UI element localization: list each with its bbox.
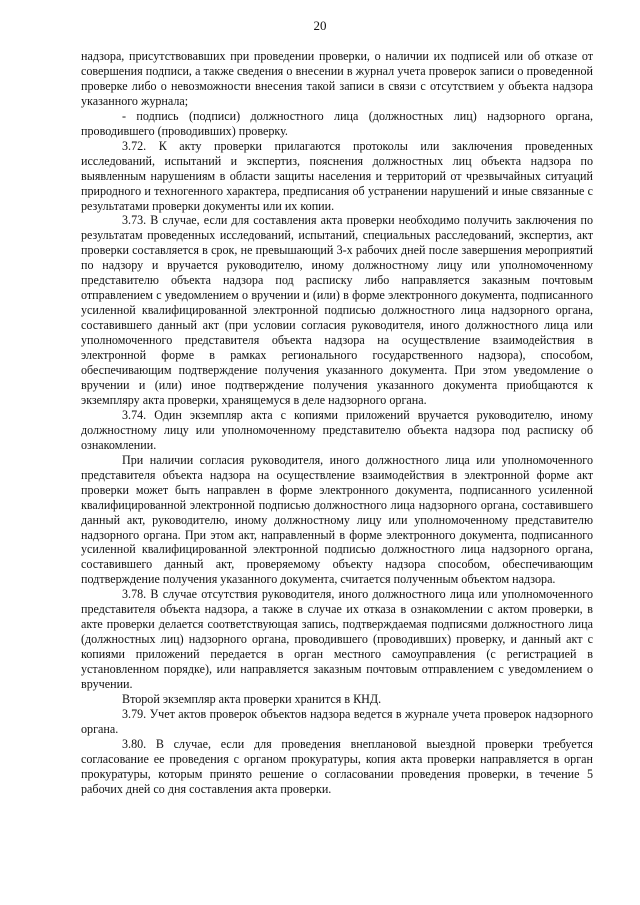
page-number: 20 (313, 18, 327, 33)
paragraph-continuation: надзора, присутствовавших при проведении проверки, о наличии их подписей или об отказе от совершения подписи, а также сведения о внесении в журнал учета проверок записи о проведенной проверке либо о невозможности внесения такой записи в связи с отсутствием у объекта надзора указанного журнала; (81, 49, 593, 108)
paragraph-3-72: 3.72. К акту проверки прилагаются протоколы или заключения проведенных исследований, испытаний и экспертиз, пояснения должностных лиц объекта надзора по выявленным нарушениям в области защиты населения и территорий от чрезвычайных ситуаций природного и техногенного характера, предписания об устранении нарушений и иные связанные с результатами проверки документы или их копии. (81, 138, 593, 213)
paragraph-second-copy: Второй экземпляр акта проверки хранится в КНД. (122, 691, 382, 706)
document-body (81, 49, 593, 797)
paragraph-3-79: 3.79. Учет актов проверок объектов надзора ведется в журнале учета проверок надзорного органа. (81, 706, 593, 736)
paragraph-3-80: 3.80. В случае, если для проведения внеплановой выездной проверки требуется согласование ее проведения с органом прокуратуры, копия акта проверки направляется в орган прокуратуры, которым принято решение о согласовании проведения проверки, в течение 5 рабочих дней со дня составления акта проверки. (81, 736, 593, 796)
paragraph-signature-item: - подпись (подписи) должностного лица (должностных лиц) надзорного органа, проводившего (проводивших) проверку. (81, 108, 593, 138)
paragraph-3-74: 3.74. Один экземпляр акта с копиями приложений вручается руководителю, иному должностному лицу или уполномоченному представителю объекта надзора под расписку об ознакомлении. (81, 407, 593, 452)
paragraph-3-73: 3.73. В случае, если для составления акта проверки необходимо получить заключения по результатам проведенных исследований, испытаний, специальных расследований, экспертиз, акт проверки составляется в срок, не превышающий 3-х рабочих дней после завершения мероприятий по надзору и вручается руководителю, иному должностному лицу или уполномоченному представителю объекта надзора под расписку либо направляется заказным почтовым отправлением с уведомлением о вручении и (или) в форме электронного документа, подписанного усиленной квалифицированной электронной подписью должностного лица надзорного органа, составившего данный акт (при условии согласия руководителя, иного должностного лица или уполномоченного представителя объекта надзора на осуществление взаимодействия в электронной форме в рамках регионального государственного надзора), способом, обеспечивающим подтверждение получения указанного документа. При этом уведомление о вручении и (или) иное подтверждение получения указанного документа приобщаются к экземпляру акта проверки, хранящемуся в деле надзорного органа. (81, 213, 593, 407)
paragraph-electronic-consent: При наличии согласия руководителя, иного должностного лица или уполномоченного представителя объекта надзора на осуществление взаимодействия в электронной форме акт проверки может быть направлен в форме электронного документа, подписанного усиленной квалифицированной электронной подписью должностного лица надзорного органа, составившего данный акт, руководителю, иному должностному лицу или уполномоченному представителю надзорного органа. При этом акт, направленный в форме электронного документа, подписанного усиленной квалифицированной электронной подписью должностного лица надзорного органа, составившего данный акт, проверяемому объекту надзора способом, обеспечивающим подтверждение получения указанного документа, считается полученным объектом надзора. (81, 452, 593, 587)
paragraph-3-78: 3.78. В случае отсутствия руководителя, иного должностного лица или уполномоченного представителя объекта надзора, а также в случае их отказа в ознакомлении с актом проверки, в акте проверки делается соответствующая запись, подтверждаемая подписями должностного лица (должностных лиц) надзорного органа, проводившего (проводивших) проверку, и данный акт с копиями приложений передается в орган местного самоуправления (с регистрацией в установленном порядке), или направляется заказным почтовым отправлением с уведомлением о вручении. (81, 587, 593, 692)
